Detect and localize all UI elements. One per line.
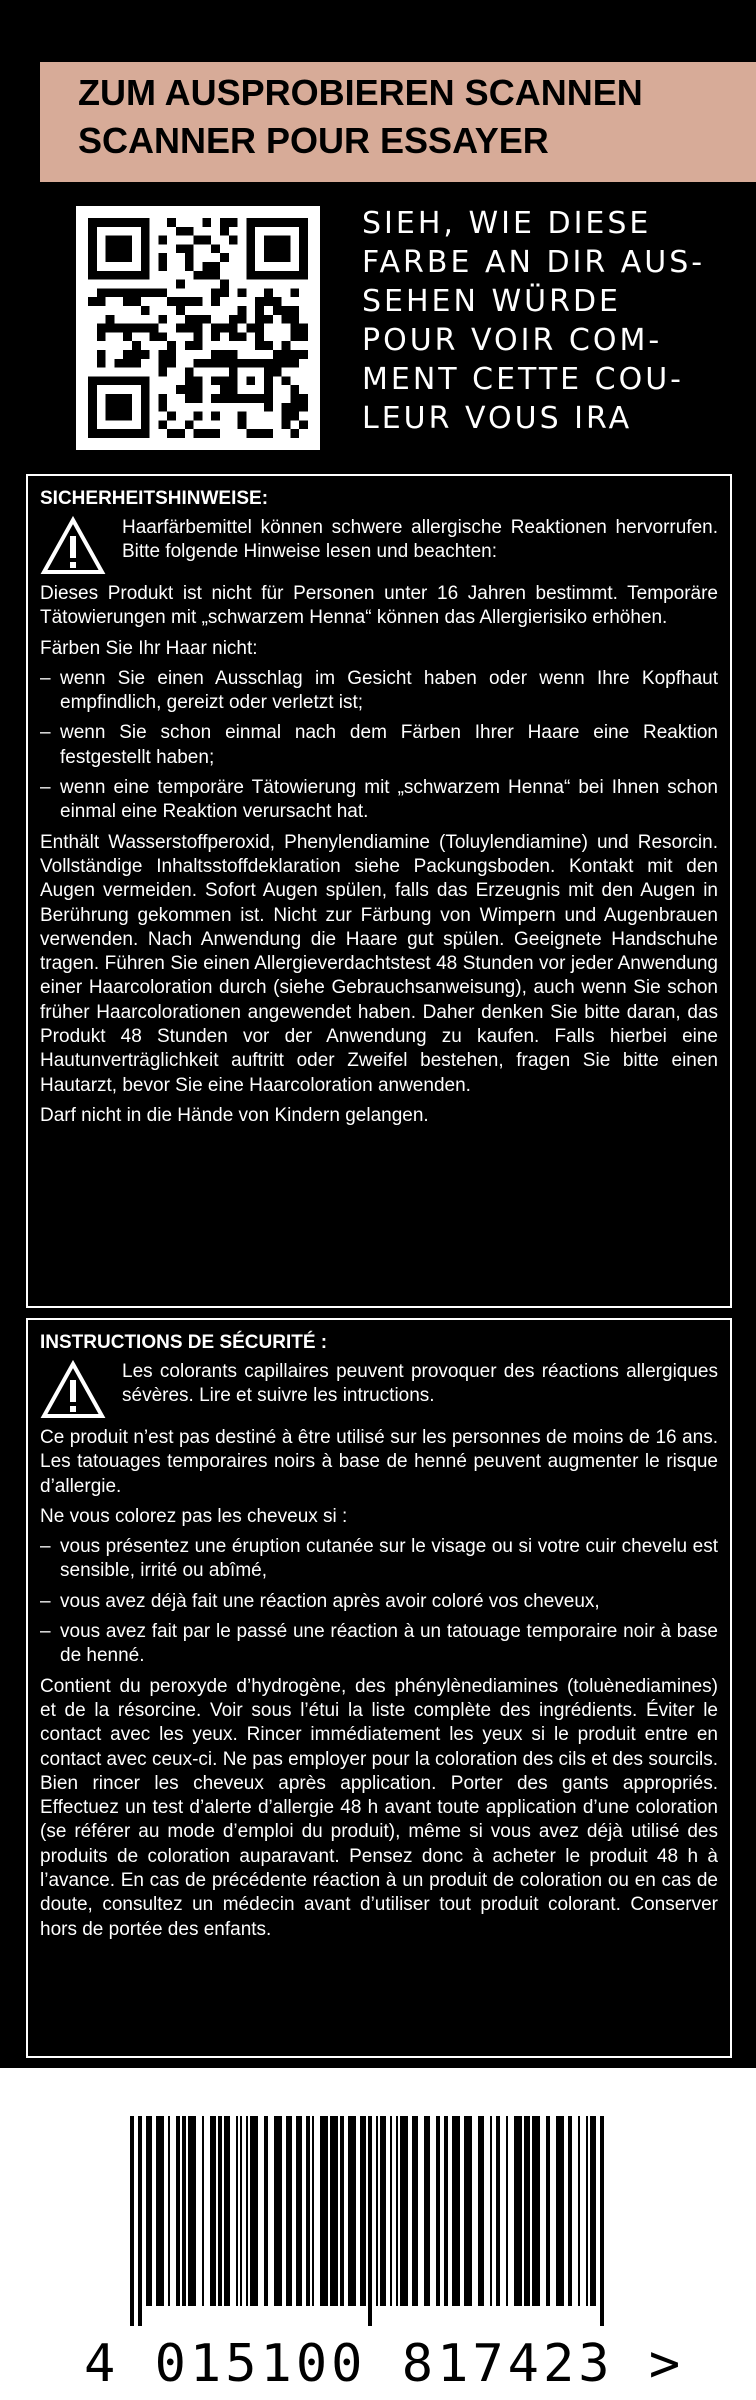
german-lead: Färben Sie Ihr Haar nicht:: [40, 637, 258, 659]
german-bullet: – wenn Sie einen Ausschlag im Gesicht haben oder wenn Ihre Kopfhaut empfindlich, gereizt oder verletzt ist;: [40, 667, 718, 716]
barcode-area: [0, 2068, 756, 2400]
french-body: Contient du peroxyde d’hydrogène, des phénylènediamines (toluènediamines) et de la résorcine. Voir sous l’étui la liste complète des ingrédients. Éviter le contact avec les yeux. Rincer immédiatement les yeux si le produit entre en contact avec ceux-ci. Ne pas employer pour la coloration des cils et des sourcils. Bien rincer les cheveux après application. Porter des gants appropriés. Effectuez un test d’alerte d’allergie 48 h avant toute application d’une coloration (se référer au mode d’emploi du produit), même si vous avez déjà utilisé des produits de coloration auparavant. Pensez donc à acheter le produit 48 h à l’avance. En cas de précédente réaction à un produit de coloration ou en cas de doute, consultez un médecin avant d’utiliser tout produit colorant. Conserver hors de portée des enfants.: [40, 1675, 718, 1940]
banner-line-french: SCANNER POUR ESSAYER: [78, 120, 549, 161]
barcode-icon: [130, 2116, 630, 2326]
french-intro: Ce produit n’est pas destiné à être utilisé sur les personnes de moins de 16 ans. Les tatouages temporaires noirs à base de henné peuvent augmenter le risque d’allergie.: [40, 1427, 718, 1497]
french-bullet-text: vous présentez une éruption cutanée sur le visage ou si votre cuir chevelu est sensible, irrité ou abîmé,: [60, 1536, 718, 1582]
tagline-line: LEUR VOUS IRA: [362, 401, 633, 436]
tagline-line: POUR VOIR COM-: [362, 323, 663, 358]
scan-banner: [0, 0, 756, 198]
german-intro: Dieses Produkt ist nicht für Personen unter 16 Jahren bestimmt. Temporäre Tätowierungen mit „schwarzem Henna“ können das Allergierisiko erhöhen.: [40, 583, 718, 629]
tagline-line: MENT CETTE COU-: [362, 362, 685, 397]
german-bullet-text: wenn Sie einen Ausschlag im Gesicht haben oder wenn Ihre Kopfhaut empfindlich, gereizt oder verletzt ist;: [60, 667, 718, 714]
french-bullet: – vous avez fait par le passé une réaction à un tatouage temporaire noir à base de henné.: [40, 1620, 718, 1669]
french-safety-title: INSTRUCTIONS DE SÉCURITÉ :: [40, 1332, 328, 1353]
german-bullet: – wenn Sie schon einmal nach dem Färben Ihrer Haare eine Reaktion festgestellt haben;: [40, 721, 718, 770]
french-lead: Ne vous colorez pas les cheveux si :: [40, 1505, 348, 1527]
german-safety-panel: [26, 474, 732, 1308]
tagline-line: FARBE AN DIR AUS-: [362, 245, 706, 280]
warning-icon: [40, 516, 106, 576]
french-bullet-text: vous avez fait par le passé une réaction à un tatouage temporaire noir à base de henné.: [60, 1621, 718, 1667]
warning-icon: [40, 1360, 106, 1420]
german-bullet-text: wenn Sie schon einmal nach dem Färben Ihrer Haare eine Reaktion festgestellt haben;: [60, 722, 718, 768]
qr-code-icon: [88, 218, 308, 438]
german-warning-text: Haarfärbemittel können schwere allergische Reaktionen hervorrufen. Bitte folgende Hinweise lesen und beachten:: [122, 517, 718, 563]
german-safety-title: SICHERHEITSHINWEISE:: [40, 488, 269, 509]
qr-code[interactable]: [76, 206, 320, 450]
german-bullet: – wenn eine temporäre Tätowierung mit „schwarzem Henna“ bei Ihnen schon einmal eine Reaktion verursacht hat.: [40, 776, 718, 825]
french-bullet: – vous avez déjà fait une réaction après avoir coloré vos cheveux,: [40, 1590, 718, 1614]
german-bullet-text: wenn eine temporäre Tätowierung mit „schwarzem Henna“ bei Ihnen schon einmal eine Reaktion verursacht hat.: [60, 777, 718, 823]
try-on-tagline: [362, 204, 742, 438]
tagline-line: SEHEN WÜRDE: [362, 284, 622, 319]
barcode-number: 4 015100 817423 >: [84, 2334, 685, 2394]
french-warning-text: Les colorants capillaires peuvent provoquer des réactions allergiques sévères. Lire et suivre les intructions.: [122, 1361, 718, 1407]
banner-line-german: ZUM AUSPROBIEREN SCANNEN: [78, 72, 643, 113]
french-bullet: – vous présentez une éruption cutanée sur le visage ou si votre cuir chevelu est sensible, irrité ou abîmé,: [40, 1535, 718, 1584]
german-body: Enthält Wasserstoffperoxid, Phenylendiamine (Toluylendiamine) und Resorcin. Vollständige Inhaltsstoffdeklaration siehe Packungsboden. Kontakt mit den Augen vermeiden. Sofort Augen spülen, falls das Erzeugnis mit den Augen in Berührung gekommen ist. Nicht zur Färbung von Wimpern und Augenbrauen verwenden. Nach Anwendung die Haare gut spülen. Geeignete Handschuhe tragen. Führen Sie einen Allergieverdachtstest 48 Stunden vor jeder Anwendung einer Haarcoloration durch (siehe Gebrauchsanweisung), auch wenn Sie schon früher Haarcolorationen angewendet haben. Daher denken Sie bitte daran, das Produkt 48 Stunden vor der Anwendung zu kaufen. Falls hierbei eine Hautunverträglichkeit auftritt oder Zweifel bestehen, fragen Sie bitte einen Hautarzt, bevor Sie eine Haarcoloration anwenden.: [40, 831, 718, 1096]
german-closing: Darf nicht in die Hände von Kindern gelangen.: [40, 1104, 429, 1126]
french-bullet-text: vous avez déjà fait une réaction après avoir coloré vos cheveux,: [60, 1590, 600, 1612]
french-safety-panel: [26, 1318, 732, 2058]
tagline-line: SIEH, WIE DIESE: [362, 206, 652, 241]
